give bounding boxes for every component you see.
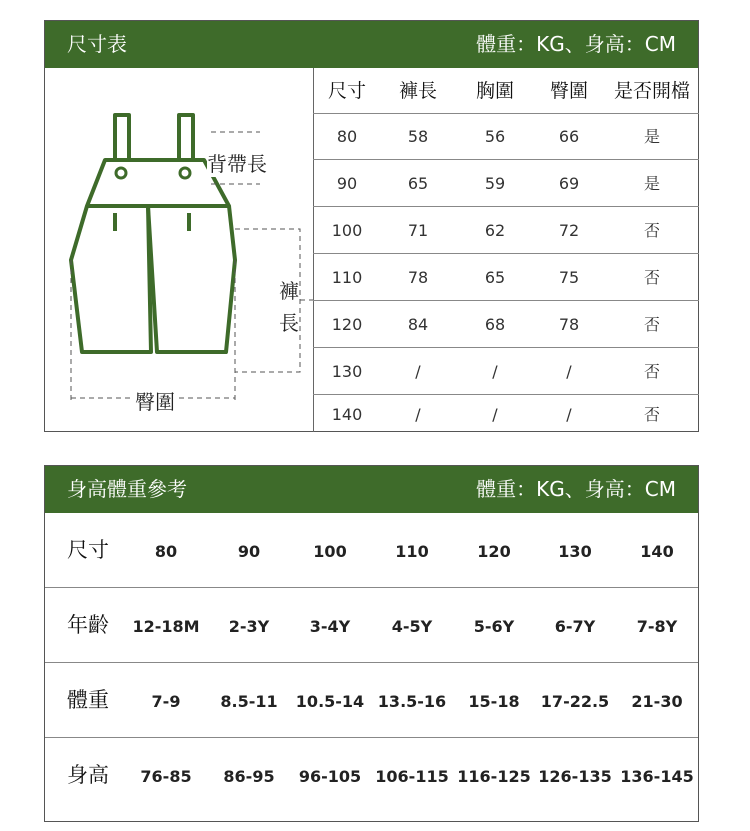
row-divider <box>313 300 699 301</box>
reference-cell: 6-7Y <box>554 617 596 636</box>
row-label: 尺寸 <box>67 538 109 562</box>
row-label: 身高 <box>67 763 109 787</box>
reference-header <box>45 466 698 513</box>
reference-cell: 5-6Y <box>473 617 515 636</box>
reference-cell: 17-22.5 <box>540 692 610 711</box>
table-row <box>313 349 699 395</box>
table-cell: / <box>415 362 421 381</box>
reference-cell: 116-125 <box>457 767 531 786</box>
reference-units: 體重：KG、身高：CM <box>476 477 676 501</box>
table-cell: 75 <box>558 268 580 287</box>
table-cell: 69 <box>558 174 580 193</box>
reference-cell: 7-8Y <box>636 617 678 636</box>
reference-cell: 136-145 <box>620 767 694 786</box>
reference-cell: 10.5-14 <box>295 692 365 711</box>
row-label: 體重 <box>67 688 109 712</box>
pants-length-label-2: 長 <box>279 307 299 336</box>
table-cell: 66 <box>558 127 580 146</box>
row-divider <box>313 159 699 160</box>
pants-length-label-1: 褲 <box>279 275 299 304</box>
reference-cell: 86-95 <box>223 767 275 786</box>
size-chart-units: 體重：KG、身高：CM <box>476 32 676 56</box>
reference-cell: 100 <box>313 542 347 561</box>
size-table <box>313 68 699 432</box>
reference-cell: 8.5-11 <box>220 692 278 711</box>
size-chart-header <box>45 21 698 68</box>
table-cell: 65 <box>407 174 429 193</box>
table-cell: 58 <box>407 127 429 146</box>
reference-row-height <box>45 738 698 813</box>
reference-row-age <box>45 588 698 663</box>
header-cell: 褲長 <box>398 80 437 102</box>
strap-length-label: 背帶長 <box>207 148 267 177</box>
reference-cell: 4-5Y <box>391 617 433 636</box>
reference-row-size <box>45 513 698 588</box>
table-cell: / <box>492 405 498 424</box>
table-cell: 130 <box>331 362 363 381</box>
table-cell: 否 <box>643 315 660 334</box>
overalls-illustration <box>45 68 313 432</box>
header-cell: 是否開檔 <box>613 80 690 102</box>
table-cell: 72 <box>558 221 580 240</box>
table-cell: 否 <box>643 221 660 240</box>
header-cell: 胸圍 <box>475 80 514 102</box>
row-divider <box>313 347 699 348</box>
table-cell: 100 <box>331 221 363 240</box>
size-chart-panel <box>44 20 699 432</box>
reference-cell: 2-3Y <box>228 617 270 636</box>
reference-cell: 15-18 <box>468 692 520 711</box>
header-cell: 臀圍 <box>549 80 588 102</box>
reference-cell: 21-30 <box>631 692 683 711</box>
reference-cell: 7-9 <box>151 692 181 711</box>
table-row <box>313 208 699 254</box>
table-cell: 65 <box>484 268 506 287</box>
reference-cell: 80 <box>154 542 178 561</box>
table-cell: 78 <box>558 315 580 334</box>
table-cell: / <box>566 405 572 424</box>
table-cell: 否 <box>643 268 660 287</box>
reference-cell: 90 <box>237 542 261 561</box>
reference-panel <box>44 465 699 822</box>
table-cell: 是 <box>643 174 660 193</box>
table-cell: 80 <box>336 127 358 146</box>
reference-cell: 120 <box>477 542 511 561</box>
table-cell: 71 <box>407 221 429 240</box>
table-row <box>313 161 699 207</box>
reference-cell: 96-105 <box>298 767 362 786</box>
reference-cell: 76-85 <box>140 767 192 786</box>
table-cell: 110 <box>331 268 363 287</box>
table-cell: 是 <box>643 127 660 146</box>
table-cell: / <box>492 362 498 381</box>
table-row <box>313 302 699 348</box>
reference-cell: 130 <box>558 542 592 561</box>
row-divider <box>313 253 699 254</box>
reference-cell: 110 <box>395 542 429 561</box>
table-cell: 84 <box>407 315 429 334</box>
table-cell: 78 <box>407 268 429 287</box>
table-cell: 否 <box>643 405 660 424</box>
reference-cell: 140 <box>640 542 674 561</box>
table-row <box>313 255 699 301</box>
reference-cell: 126-135 <box>538 767 612 786</box>
table-cell: 62 <box>484 221 506 240</box>
table-cell: / <box>415 405 421 424</box>
reference-row-weight <box>45 663 698 738</box>
table-cell: 140 <box>331 405 363 424</box>
table-row <box>313 392 699 438</box>
table-row <box>313 114 699 160</box>
header-cell: 尺寸 <box>327 80 366 102</box>
row-divider <box>313 206 699 207</box>
hip-label: 臀圍 <box>131 386 179 415</box>
reference-cell: 106-115 <box>375 767 449 786</box>
table-cell: 否 <box>643 362 660 381</box>
table-cell: 90 <box>336 174 358 193</box>
table-cell: 56 <box>484 127 506 146</box>
size-chart-title: 尺寸表 <box>67 32 127 56</box>
reference-cell: 3-4Y <box>309 617 351 636</box>
table-cell: / <box>566 362 572 381</box>
overalls-diagram <box>45 68 313 432</box>
reference-title: 身高體重參考 <box>67 477 187 501</box>
size-table-header <box>313 68 699 114</box>
table-cell: 59 <box>484 174 506 193</box>
reference-cell: 13.5-16 <box>377 692 447 711</box>
reference-cell: 12-18M <box>132 617 200 636</box>
table-cell: 120 <box>331 315 363 334</box>
row-label: 年齡 <box>67 613 109 637</box>
table-cell: 68 <box>484 315 506 334</box>
